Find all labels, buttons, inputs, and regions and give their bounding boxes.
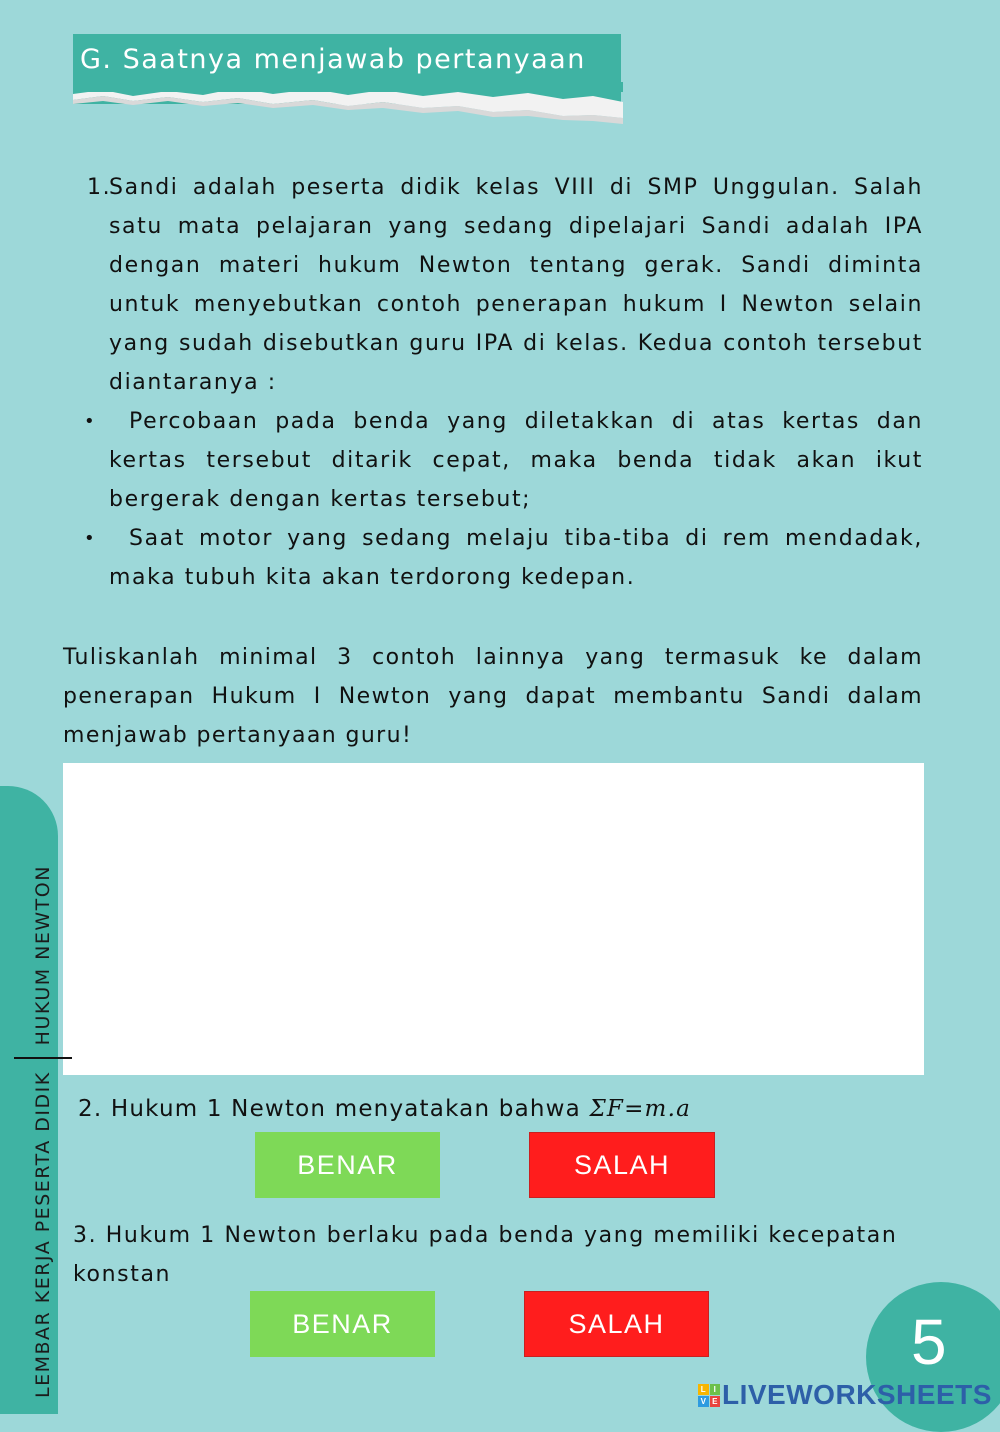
question-2-true-button[interactable]: BENAR <box>255 1132 440 1198</box>
example-list <box>87 402 923 597</box>
question-2-formula: ΣF=m.a <box>589 1096 691 1122</box>
question-3-true-button[interactable]: BENAR <box>250 1291 435 1357</box>
list-item <box>87 402 923 519</box>
logo-letter: V <box>698 1396 709 1407</box>
side-tab-text <box>14 865 72 1398</box>
question-1-text: Sandi adalah peserta didik kelas VIII di SMP Unggulan. Salah satu mata pelajaran yang sedang dipelajari Sandi adalah IPA dengan materi hukum Newton tentang gerak. Sandi diminta untuk menyebutkan contoh penerapan hukum I Newton selain yang sudah disebutkan guru IPA di kelas. Kedua contoh tersebut diantaranya : <box>109 175 923 395</box>
question-3-false-button[interactable]: SALAH <box>524 1291 709 1357</box>
question-2-text: 2. Hukum 1 Newton menyatakan bahwa <box>78 1096 590 1122</box>
brand-name: LIVEWORKSHEETS <box>722 1379 992 1410</box>
logo-letter: E <box>710 1396 721 1407</box>
question-2-false-button[interactable]: SALAH <box>529 1132 715 1198</box>
example-1-text: Percobaan pada benda yang diletakkan di atas kertas dan kertas tersebut ditarik cepat, maka benda tidak akan ikut bergerak dengan kertas tersebut; <box>109 409 923 512</box>
liveworksheets-logo-icon <box>698 1384 720 1406</box>
answer-textbox[interactable] <box>63 763 924 1075</box>
side-label-worksheet: LEMBAR KERJA PESERTA DIDIK <box>32 1071 54 1398</box>
list-item <box>87 519 923 597</box>
question-3-text: 3. Hukum 1 Newton berlaku pada benda yang memiliki kecepatan konstan <box>73 1223 898 1287</box>
question-1 <box>87 168 923 597</box>
side-label-divider <box>14 1057 72 1059</box>
question-1-number: 1. <box>87 175 112 200</box>
logo-letter: L <box>698 1384 709 1395</box>
liveworksheets-brand <box>698 1379 992 1411</box>
logo-letter: I <box>710 1384 721 1395</box>
section-title: G. Saatnya menjawab pertanyaan <box>80 44 586 75</box>
side-tab <box>0 786 58 1414</box>
torn-paper-decoration <box>73 82 623 140</box>
question-2 <box>78 1096 691 1122</box>
question-1-instruction: Tuliskanlah minimal 3 contoh lainnya yang termasuk ke dalam penerapan Hukum I Newton yang dapat membantu Sandi dalam menjawab pertanyaan guru! <box>63 645 923 748</box>
example-2-text: Saat motor yang sedang melaju tiba-tiba di rem mendadak, maka tubuh kita akan terdorong kedepan. <box>109 526 923 590</box>
side-label-topic: HUKUM NEWTON <box>32 865 54 1046</box>
page-number: 5 <box>911 1306 947 1378</box>
